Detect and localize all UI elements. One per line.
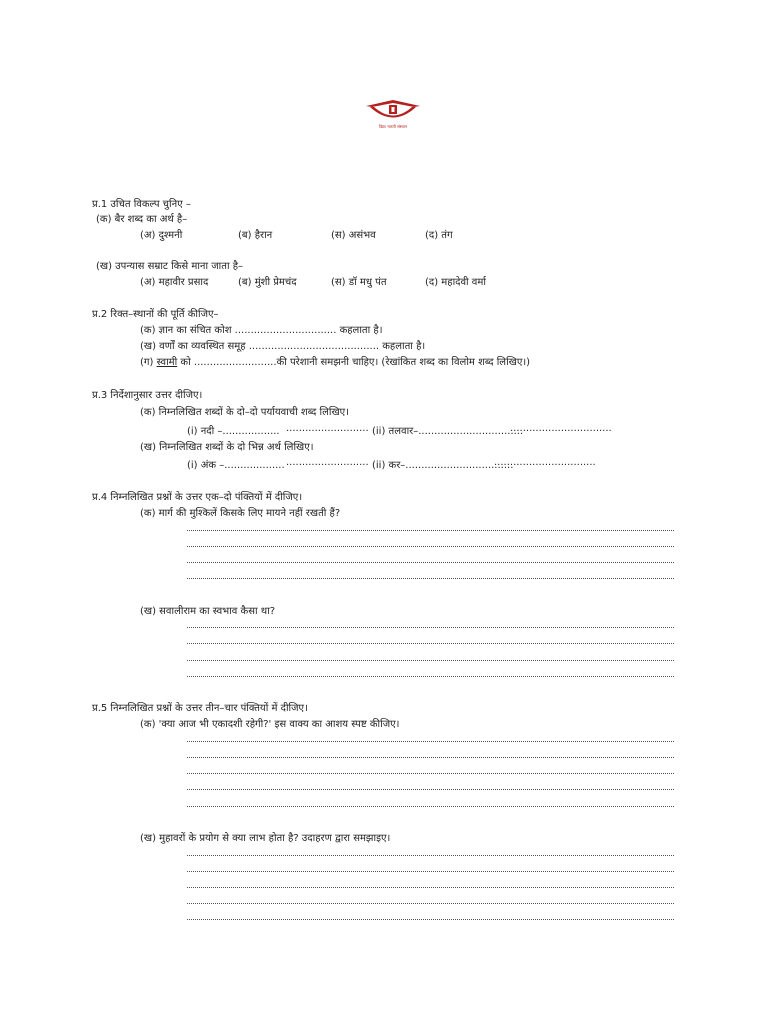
q1b-option-4: (द) महादेवी वर्मा [425,277,486,288]
q4b-answer-line-2[interactable] [187,643,674,644]
q2a-text: (क) ज्ञान का संचित कोश [140,325,235,336]
school-logo [362,98,424,130]
q1a-option-2: (ब) हैरान [238,230,273,241]
q1b-option-2: (ब) मुंशी प्रेमचंद [238,277,297,288]
q5a-question: (क) 'क्या आज भी एकादशी रहेगी?' इस वाक्य का आशय स्पष्ट कीजिए। [140,719,400,730]
q4a-answer-line-4[interactable] [187,578,674,579]
q5-heading: प्र.5 निम्नलिखित प्रश्नों के उत्तर तीन–चार पंक्तियों में दीजिए। [92,703,308,714]
q1a-option-3: (स) असंभव [331,230,376,241]
q5a-answer-line-5[interactable] [187,806,674,807]
q1a-option-1: (अ) दुश्मनी [140,230,183,241]
q2a-blank[interactable]: ................................ [234,325,337,336]
q3a-i-blank[interactable]: .......................... [286,423,369,434]
q2c-blank[interactable]: .......................... [193,357,277,368]
q2b-text: (ख) वर्णों का व्यवस्थित समूह [140,341,249,352]
q2c-underlined-word: स्वामी [156,357,178,368]
q2c-text: को [177,357,194,368]
q1a-question: (क) बैर शब्द का अर्थ है– [96,214,188,225]
q2c-suffix: की परेशानी समझनी चाहिए। (रेखांकित शब्द का विलोम शब्द लिखिए।) [276,357,531,368]
q3b-ii-blank[interactable]: ................................ [494,457,596,468]
q5b-answer-line-3[interactable] [187,887,674,888]
q5a-answer-line-1[interactable] [187,741,674,742]
q4b-answer-line-4[interactable] [187,676,674,677]
q5a-answer-line-2[interactable] [187,757,674,758]
q5a-answer-line-4[interactable] [187,789,674,790]
q2-heading: प्र.2 रिक्त–स्थानों की पूर्ति कीजिए– [92,309,219,320]
q4b-answer-line-3[interactable] [187,660,674,661]
q4a-answer-line-2[interactable] [187,546,674,547]
q5a-answer-line-3[interactable] [187,773,674,774]
q2b-blank[interactable]: ......................................... [248,341,380,352]
q5b-answer-line-4[interactable] [187,903,674,904]
q3b-ii[interactable]: (ii) कर–.................................. [372,460,514,471]
q1-heading: प्र.1 उचित विकल्प चुनिए – [92,199,191,210]
q3b-i-blank[interactable]: .......................... [286,457,369,468]
q1b-option-3: (स) डॉ मधु पंत [331,277,387,288]
q1b-question: (ख) उपन्यास सम्राट किसे माना जाता है– [96,261,244,272]
svg-text:विद्या भारती संस्थान: विद्या भारती संस्थान [378,124,408,129]
q3b-i[interactable]: (i) अंक –................... [187,460,285,471]
q2b-line [140,338,425,352]
q4a-answer-line-1[interactable] [187,530,674,531]
q4b-answer-line-1[interactable] [187,627,674,628]
q3-heading: प्र.3 निर्देशानुसार उत्तर दीजिए। [92,390,203,401]
q4a-answer-line-3[interactable] [187,562,674,563]
q5b-answer-line-2[interactable] [187,871,674,872]
q3a-question: (क) निम्नलिखित शब्दों के दो–दो पर्यायवाची शब्द लिखिए। [140,407,350,418]
q2b-suffix: कहलाता है। [379,341,426,352]
q3a-i[interactable]: (i) नदी –.................. [187,426,280,437]
q4b-question: (ख) सवालीराम का स्वभाव कैसा था? [140,606,276,617]
q1b-option-1: (अ) महावीर प्रसाद [140,277,209,288]
q2c-label: (ग) [140,357,157,368]
q1a-option-4: (द) तंग [425,230,453,241]
logo-emblem-icon [362,98,424,130]
q4-heading: प्र.4 निम्नलिखित प्रश्नों के उत्तर एक–दो पंक्तियों में दीजिए। [92,492,303,503]
q3a-ii-blank[interactable]: ................................ [510,423,612,434]
q2a-line [140,322,383,336]
q4a-question: (क) मार्ग की मुश्किलें किसके लिए मायने नहीं रखती हैं? [140,508,341,519]
q5b-question: (ख) मुहावरों के प्रयोग से क्या लाभ होता है? उदाहरण द्वारा समझाइए। [140,833,391,844]
q3b-question: (ख) निम्नलिखित शब्दों के दो भिन्न अर्थ लिखिए। [140,442,314,453]
q5b-answer-line-1[interactable] [187,855,674,856]
q2a-suffix: कहलाता है। [336,325,383,336]
q5b-answer-line-5[interactable] [187,919,674,920]
q3a-ii[interactable]: (ii) तलवार–................................. [372,426,524,437]
q2c-line [140,354,530,368]
